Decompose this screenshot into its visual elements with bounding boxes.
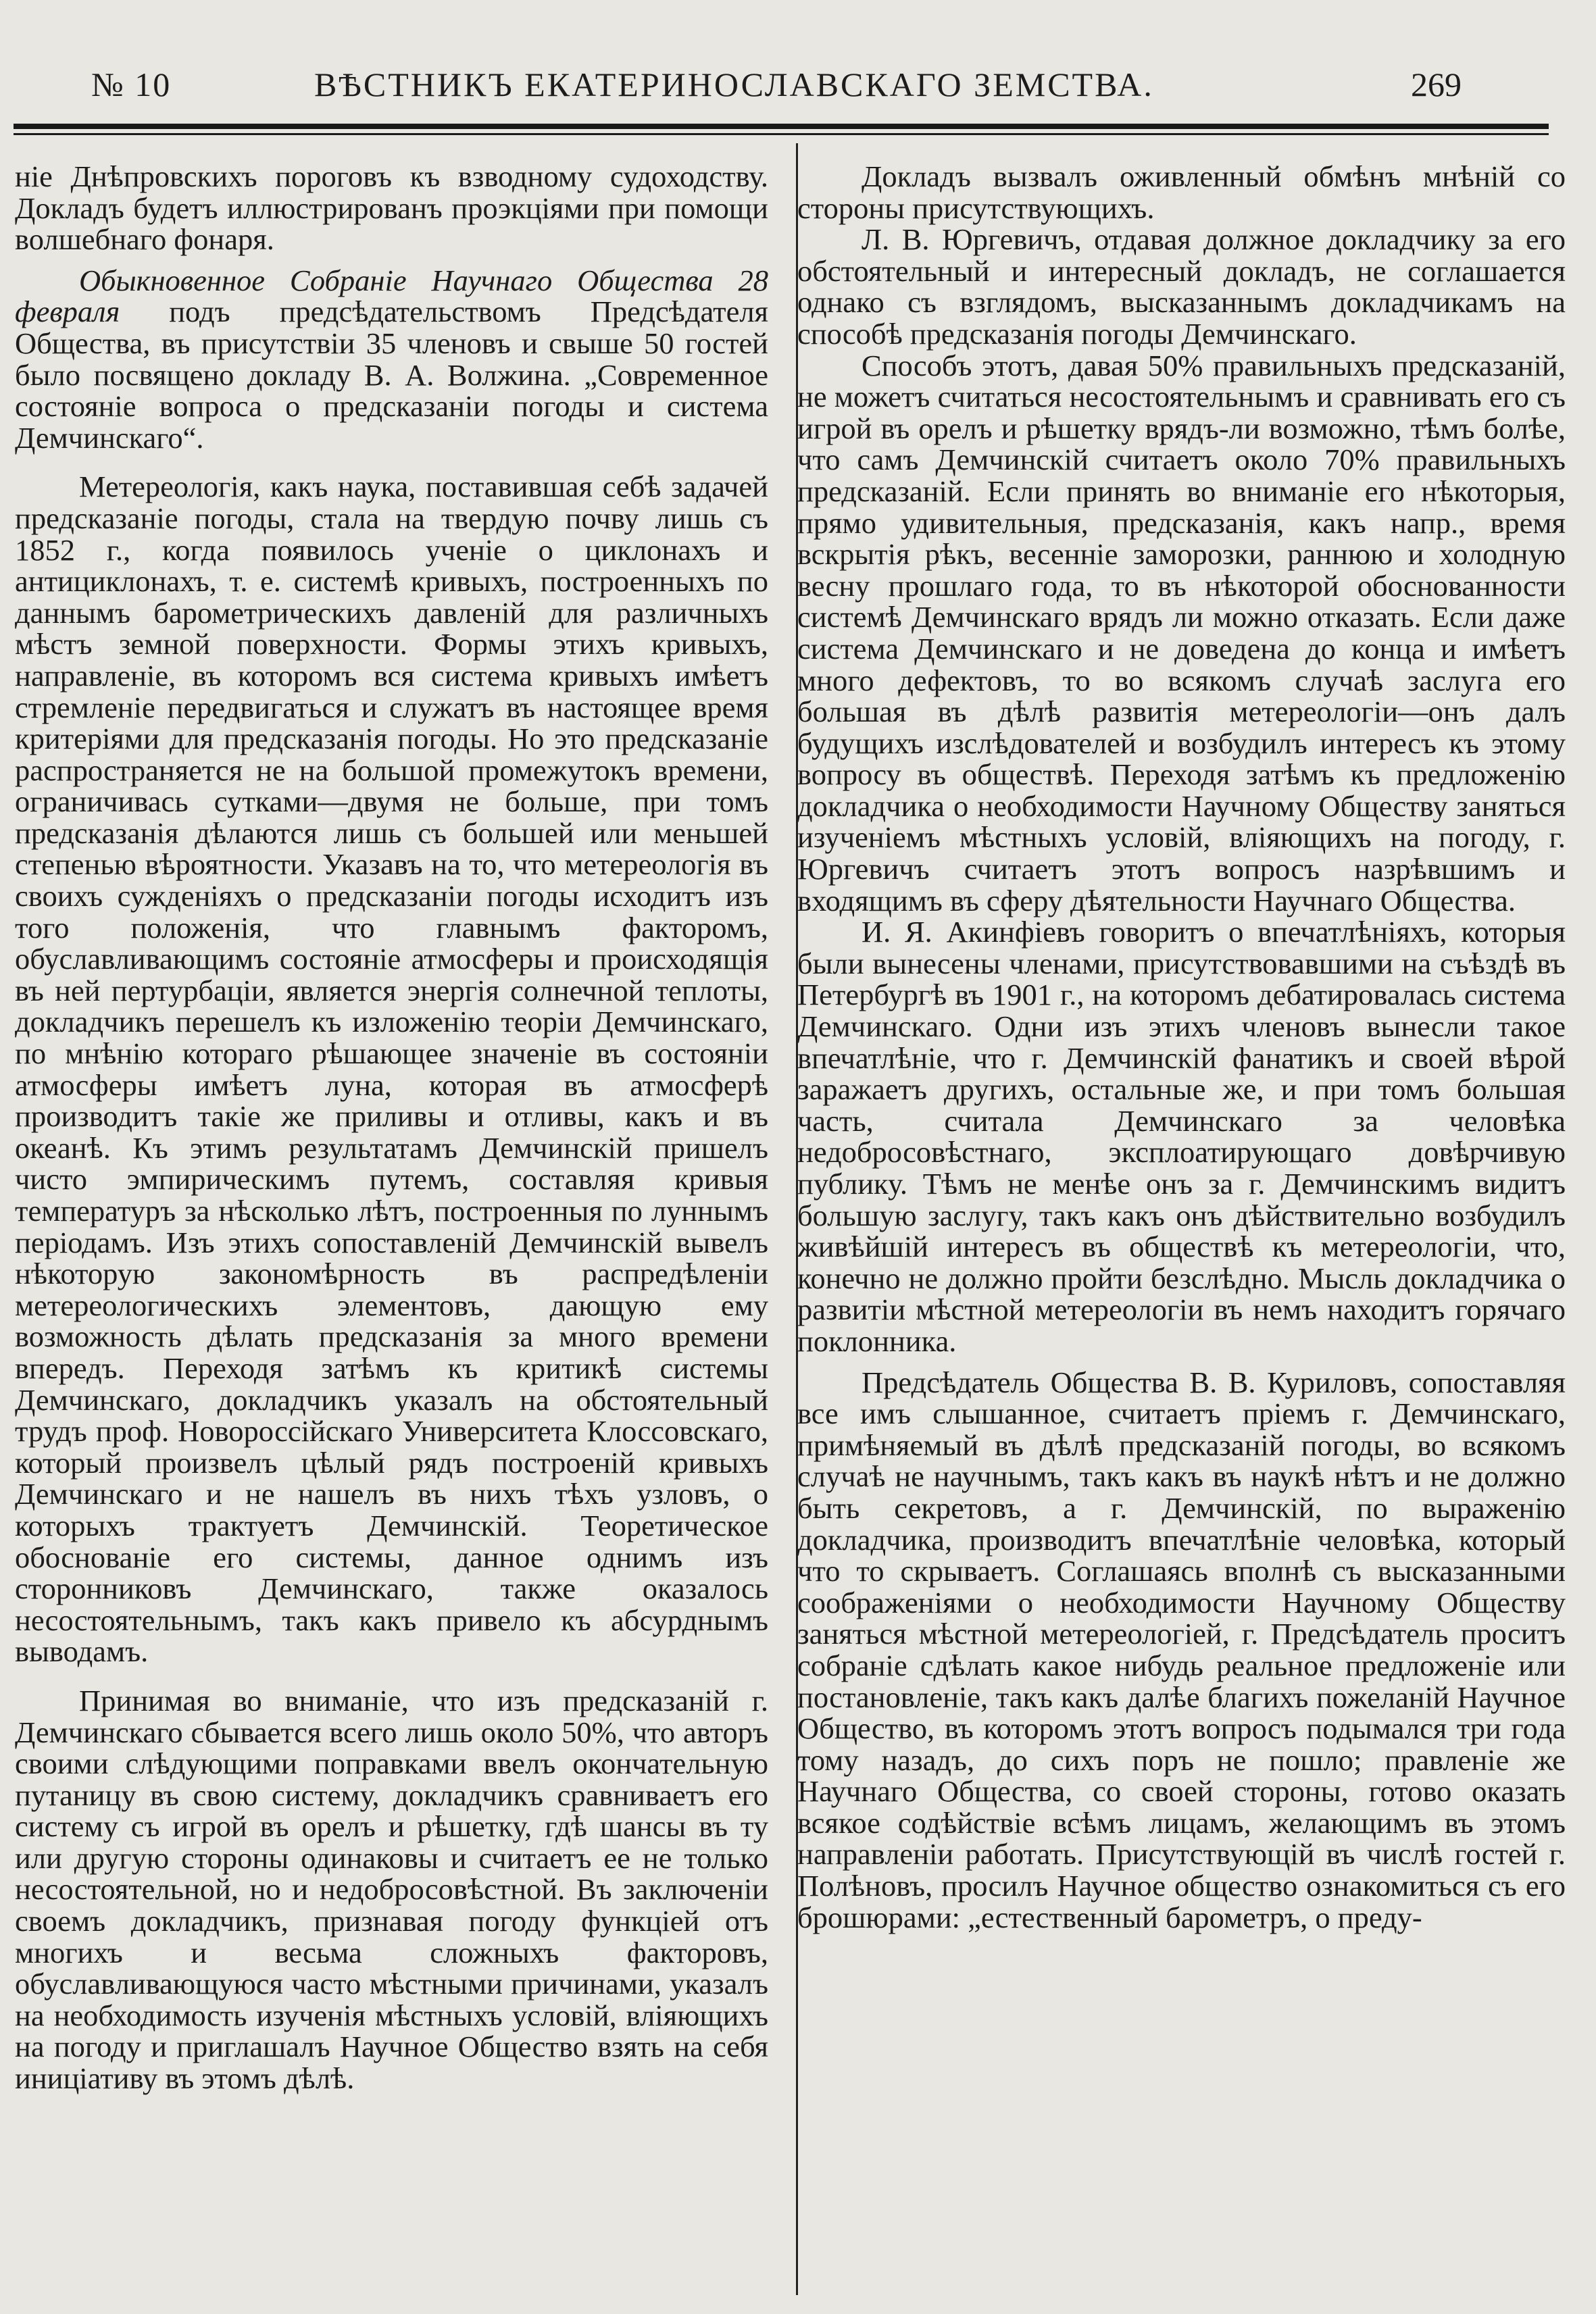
paragraph: Л. В. Юргевичъ, отдавая должное докладчику за его обстоятельный и интересный докладъ, не соглашается однако съ взглядомъ, высказаннымъ докладчикамъ на способѣ предсказанія погоды Демчинскаго.: [797, 222, 1566, 351]
paragraph: Способъ этотъ, давая 50% правильныхъ предсказаній, не можетъ считаться несостоятельнымъ и сравнивать его съ игрой въ орелъ и рѣшетку врядъ-ли возможно, тѣмъ болѣе, что самъ Демчинскій считаетъ около 70% правильныхъ предсказаній. Если принять во вниманіе его нѣкоторыя, прямо удивительныя, предсказанія, какъ напр., время вскрытія рѣкъ, весенніе заморозки, раннюю и холодную весну прошлаго года, то въ нѣкоторой обоснованности системѣ Демчинскаго врядъ ли можно отказать. Если даже система Демчинскаго и не доведена до конца и имѣетъ много дефектовъ, то во всякомъ случаѣ заслуга его большая въ дѣлѣ развитія метереологіи—онъ далъ будущихъ изслѣдователей и возбудилъ интересъ къ этому вопросу въ обществѣ. Переходя затѣмъ къ предложенію докладчика о необходимости Научному Обществу заняться изученіемъ мѣстныхъ условій, вліяющихъ на погоду, г. Юргевичъ считаетъ этотъ вопросъ назрѣвшимъ и входящимъ въ сферу дѣятельности Научнаго Общества.: [797, 348, 1566, 917]
paragraph: Предсѣдатель Общества В. В. Куриловъ, сопоставляя все имъ слышанное, считаетъ пріемъ г. Демчинскаго, примѣняемый въ дѣлѣ предсказаній погоды, во всякомъ случаѣ не научнымъ, такъ какъ въ наукѣ нѣтъ и не должно быть секретовъ, а г. Демчинскій, по выраженію докладчика, производитъ впечатлѣніе человѣка, который что то скрываетъ. Соглашаясь вполнѣ съ высказанными соображеніями о необходимости Научному Обществу заняться мѣстной метереологіей, г. Предсѣдатель проситъ собраніе сдѣлать какое нибудь реальное предложеніе или постановленіе, такъ какъ далѣе благихъ пожеланій Научное Общество, въ которомъ этотъ вопросъ подымался три года тому назадъ, до сихъ поръ не пошло; правленіе же Научнаго Общества, со своей стороны, готово оказать всякое содѣйствіе всѣмъ лицамъ, желающимъ въ этомъ направленіи работать. Присутствующій въ числѣ гостей г. Полѣновъ, просилъ Научное общество ознакомиться съ его брошюрами: „естественный барометръ, о преду-: [797, 1365, 1566, 1934]
paragraph: Метереологія, какъ наука, поставившая себѣ задачей предсказаніе погоды, стала на твердую почву лишь съ 1852 г., когда появилось ученіе о циклонахъ и антициклонахъ, т. е. системѣ кривыхъ, построенныхъ по даннымъ барометрическихъ давленій для различныхъ мѣстъ земной поверхности. Формы этихъ кривыхъ, направленіе, въ которомъ вся система кривыхъ имѣетъ стремленіе передвигаться и служатъ въ настоящее время критеріями для предсказанія погоды. Но это предсказаніе распространяется не на большой промежутокъ времени, ограничивась сутками—двумя не больше, при томъ предсказанія дѣлаются лишь съ большей или меньшей степенью вѣроятности. Указавъ на то, что метереологія въ своихъ сужденіяхъ о предсказаніи погоды исходитъ изъ того положенія, что главнымъ факторомъ, обуславливающимъ состояніе атмосферы и происходящія въ ней пертурбаціи, является энергія солнечной теплоты, докладчикъ перешелъ къ изложенію теоріи Демчинскаго, по мнѣнію котораго рѣшающее значеніе въ состояніи атмосферы имѣетъ луна, которая въ атмосферѣ производитъ такіе же приливы и отливы, какъ и въ океанѣ. Къ этимъ результатамъ Демчинскій пришелъ чисто эмпирическимъ путемъ, составляя кривыя температуръ за нѣсколько лѣтъ, построенныя по луннымъ періодамъ. Изъ этихъ сопоставленій Демчинскій вывелъ нѣкоторую закономѣрность въ распредѣленіи метереологическихъ элементовъ, дающую ему возможность дѣлать предсказанія за много времени впередъ. Переходя затѣмъ къ критикѣ системы Демчинскаго, докладчикъ указалъ на обстоятельный трудъ проф. Новороссійскаго Университета Клоссовскаго, который произвелъ цѣлый рядъ построеній кривыхъ Демчинскаго и не нашелъ въ нихъ тѣхъ узловъ, о которыхъ трактуетъ Демчинскій. Теоретическое обоснованіе его системы, данное однимъ изъ сторонниковъ Демчинскаго, также оказалось несостоятельнымъ, такъ какъ привело къ абсурднымъ выводамъ.: [15, 470, 768, 1669]
paragraph: ніе Днѣпровскихъ пороговъ къ взводному судоходству. Докладъ будетъ иллюстрированъ проэкціями при помощи волшебнаго фонаря.: [15, 159, 768, 257]
paragraph-text: подъ предсѣдательствомъ Предсѣдателя Общества, въ присутствіи 35 членовъ и свыше 50 гостей было посвящено докладу В. А. Волжина. „Современное состояніе вопроса о предсказаніи погоды и система Демчинскаго“.: [15, 295, 768, 455]
header-rule-thick: [14, 124, 1549, 129]
header-rule-thin: [14, 133, 1549, 135]
page-number: 269: [1411, 66, 1462, 103]
paragraph: Принимая во вниманіе, что изъ предсказаній г. Демчинскаго сбывается всего лишь около 50%, что авторъ своими слѣдующими поправками ввелъ окончательную путаницу въ свою систему, докладчикъ сравниваетъ его систему съ игрой въ орелъ и рѣшетку, гдѣ шансы въ ту или другую стороны одинаковы и считаетъ ее не только несостоятельной, но и недобросовѣстной. Въ заключеніи своемъ докладчикъ, признавая погоду функціей отъ многихъ и весьма сложныхъ факторовъ, обуславливающуюся часто мѣстными причинами, указалъ на необходимость изученія мѣстныхъ условій, вліяющихъ на погоду и приглашалъ Научное Общество взять на себя иниціативу въ этомъ дѣлѣ.: [15, 1683, 768, 2096]
issue-number: № 10: [91, 66, 172, 103]
left-column: [15, 161, 768, 2094]
paragraph: Докладъ вызвалъ оживленный обмѣнъ мнѣній со стороны присутствующихъ.: [797, 159, 1566, 225]
right-column: [797, 161, 1566, 1933]
journal-title: ВѢСТНИКЪ ЕКАТЕРИНОСЛАВСКАГО ЗЕМСТВА.: [314, 66, 1154, 103]
paragraph: И. Я. Акинфіевъ говоритъ о впечатлѣніяхъ, которыя были вынесены членами, присутствовавшими на съѣздѣ въ Петербургѣ въ 1901 г., на которомъ дебатировалась система Демчинскаго. Одни изъ этихъ членовъ вынесли такое впечатлѣніе, что г. Демчинскій фанатикъ и своей вѣрой заражаетъ другихъ, остальные же, и при томъ большая часть, считала Демчинскаго за человѣка недобросовѣстнаго, эксплоатирующаго довѣрчивую публику. Тѣмъ не менѣе онъ за г. Демчинскимъ видитъ большую заслугу, такъ какъ онъ дѣйствительно возбудилъ живѣйшій интересъ въ обществѣ къ метереологіи, что, конечно не должно пройти безслѣдно. Мысль докладчика о развитіи мѣстной метереологіи въ немъ находитъ горячаго поклонника.: [797, 915, 1566, 1358]
meeting-date-heading: Обыкновенное Собраніе Научнаго Общества 28 февраля: [15, 263, 768, 329]
paragraph: [15, 265, 768, 454]
